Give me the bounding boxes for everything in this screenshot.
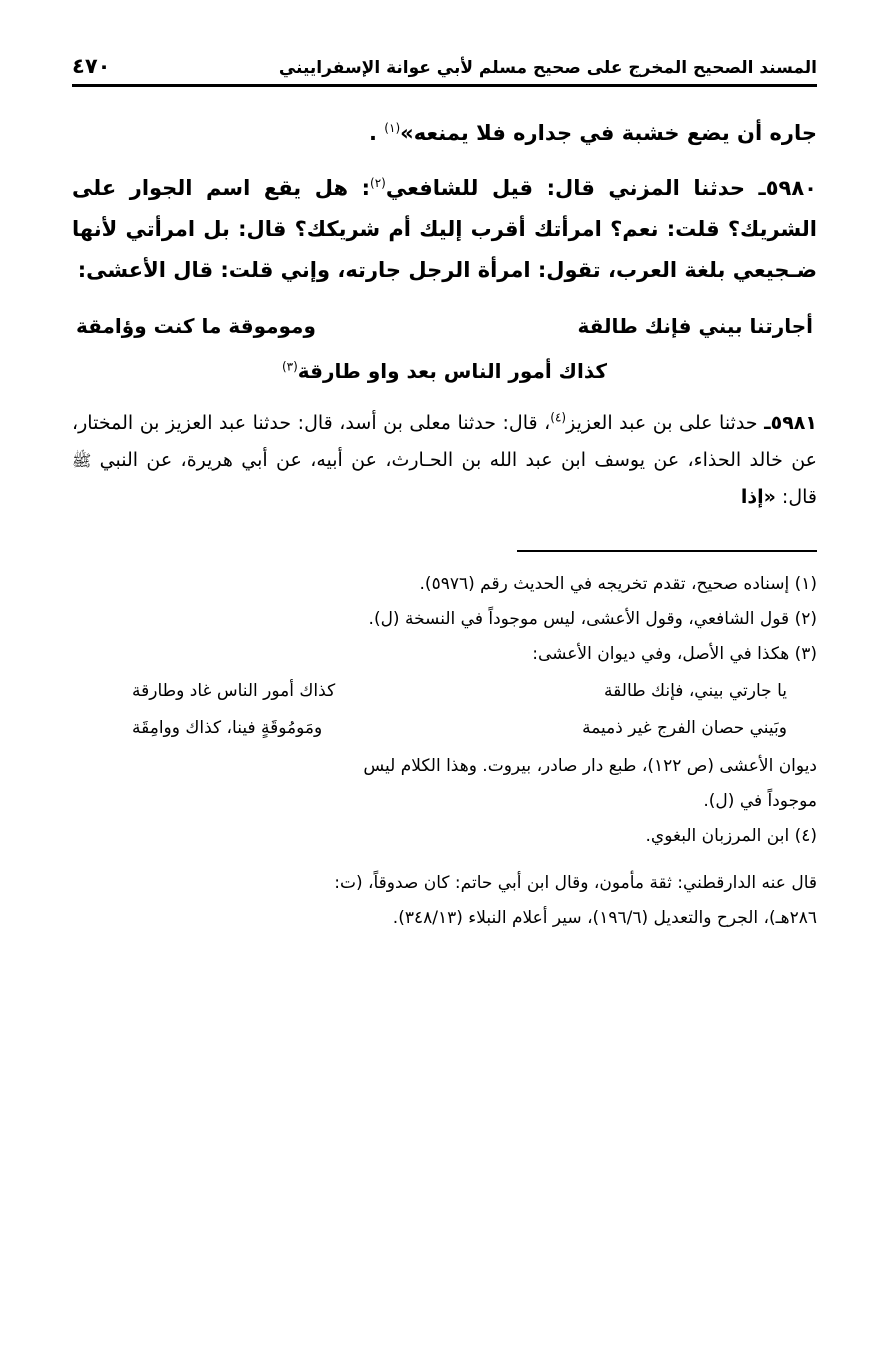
hadith-5980-text: : هل يقع اسم الجوار على الشريك؟ قلت: نعم؟ امرأتك أقرب إليك أم شريكك؟ قال: بل امرأتي لأنها ضـجيعي بلغة العرب، تقول: امرأة الرجل جارته، وإني قلت: قال الأعشى: — [72, 175, 817, 282]
footnote-marker-1: (١) — [384, 121, 401, 135]
footnote-biography — [72, 867, 817, 935]
hadith-5980-isnad: حدثنا المزني قال: قيل للشافعي — [385, 175, 759, 200]
hadith-5980 — [72, 168, 817, 291]
footnote-marker-3: (٣) — [281, 359, 298, 374]
book-title: المسند الصحيح المخرج على صحيح مسلم لأبي عوانة الإسفراييني — [278, 58, 817, 78]
footnote-poem-line-1 — [72, 675, 817, 708]
main-body — [72, 113, 817, 516]
hadith-number-5980: ٥٩٨٠ـ — [758, 175, 817, 200]
poem-line-2-text: كذاك أمور الناس بعد واو طارقة — [297, 358, 608, 383]
footnote-item-2: (٢) قول الشافعي، وقول الأعشى، ليس موجوداً في النسخة (ل). — [368, 609, 817, 630]
footnote-item-1: (١) إسناده صحيح، تقدم تخريجه في الحديث رقم (٥٩٧٦). — [419, 573, 817, 594]
footnote-poem-line-2 — [72, 712, 817, 745]
hadith-5981 — [72, 405, 817, 516]
hadith-5981-isnad-c: قال: — [775, 485, 817, 508]
footnote-item-4: (٤) ابن المرزبان البغوي. — [645, 825, 817, 846]
footnote-poem-1-right: يا جارتي بيني، فإنك طالقة — [604, 681, 787, 702]
hadith-5981-isnad-b: ، قال: حدثنا معلى بن أسد، قال: حدثنا عبد العزيز بن المختار، عن خالد الحذاء، عن يوسف ابن عبد الله بن الحـارث، عن أبيه، عن أبي هريرة، عن النبي — [72, 411, 817, 471]
footnote-poem-1-left: كذاك أمور الناس غاد وطارقة — [132, 681, 336, 702]
footnotes-section — [72, 568, 817, 935]
footnote-separator — [517, 550, 817, 552]
prophet-honorific-icon: ﷺ — [72, 450, 92, 470]
poem-line-1-hemistich-right: أجارتنا بيني فإنك طالقة — [577, 313, 813, 338]
footnote-diwan-reference-cont: موجوداً في (ل). — [703, 790, 817, 811]
poem-line-2 — [72, 352, 817, 391]
footnote-marker-2: (٢) — [370, 175, 386, 190]
footnote-item-3: (٣) هكذا في الأصل، وفي ديوان الأعشى: — [532, 644, 817, 665]
footnote-diwan-reference: ديوان الأعشى (ص ١٢٢)، طبع دار صادر، بيروت. وهذا الكلام ليس — [363, 755, 817, 776]
continuation-text: جاره أن يضع خشبة في جداره فلا يمنعه» — [400, 121, 817, 145]
continuation-end: . — [369, 121, 385, 145]
header-divider — [72, 84, 817, 87]
footnote-marker-4: (٤) — [550, 410, 567, 425]
footnote-poem-2-left: ومَومُوقَةٍ فينا، كذاك ووامِقَة — [132, 718, 323, 739]
footnote-poem-2-right: وبَيني حصان الفرج غير ذميمة — [582, 718, 787, 739]
footnote-biography-line-2: ٢٨٦هـ)، الجرح والتعديل (١٩٦/٦)، سير أعلام النبلاء (٣٤٨/١٣). — [392, 908, 817, 929]
page-header — [72, 54, 817, 78]
hadith-number-5981: ٥٩٨١ـ — [764, 411, 817, 434]
poem-line-1 — [72, 307, 817, 346]
footnote-biography-line-1: قال عنه الدارقطني: ثقة مأمون، وقال ابن أبي حاتم: كان صدوقاً، (ت: — [334, 873, 817, 894]
paragraph-continuation — [72, 113, 817, 154]
hadith-5981-matn-start: «إذا — [740, 485, 776, 508]
poem-line-1-hemistich-left: وموموقة ما كنت وؤامقة — [76, 313, 316, 338]
hadith-5981-isnad-a: حدثنا على بن عبد العزيز — [566, 411, 765, 434]
page-number: ٤٧٠ — [72, 54, 111, 78]
